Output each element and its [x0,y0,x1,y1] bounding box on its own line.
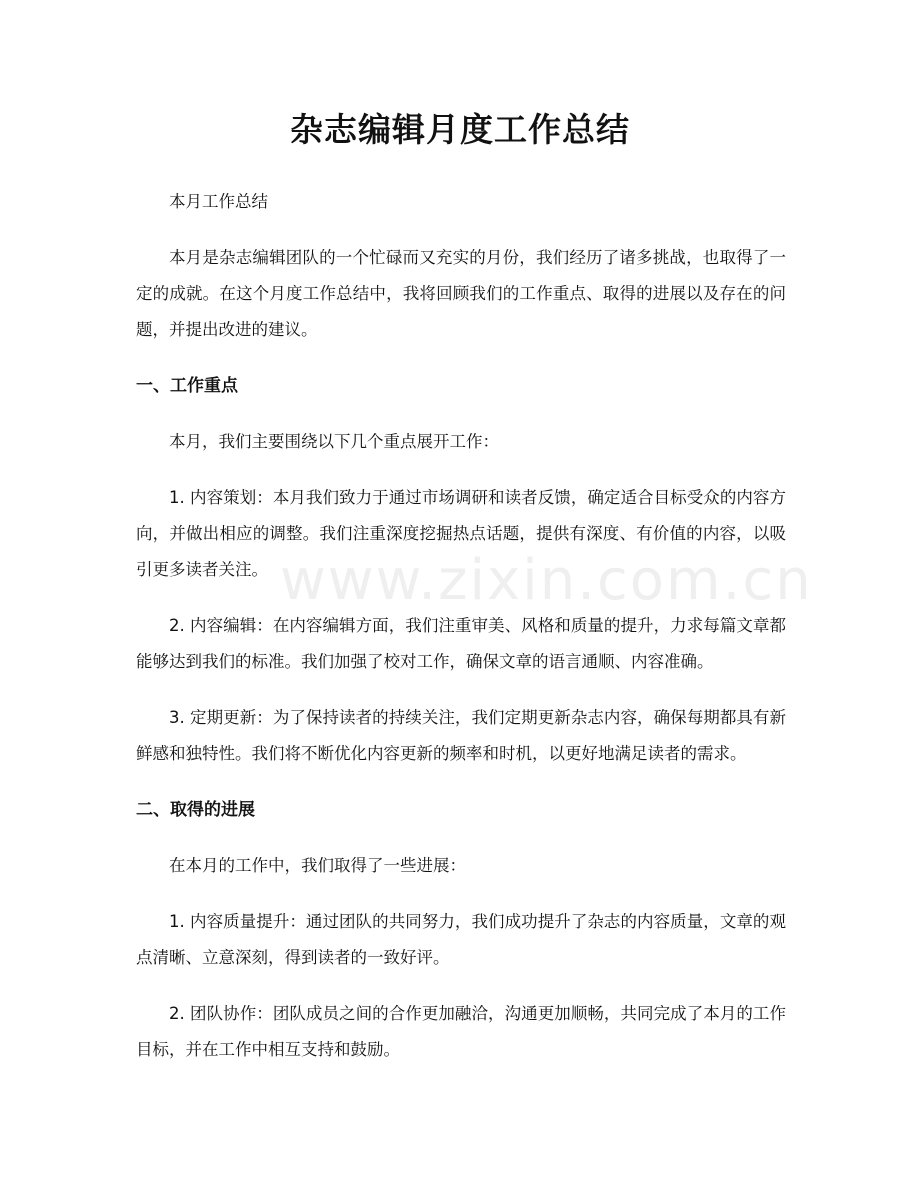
section1-item-2: 2. 内容编辑：在内容编辑方面，我们注重审美、风格和质量的提升，力求每篇文章都能够达到我们的标准。我们加强了校对工作，确保文章的语言通顺、内容准确。 [136,616,786,671]
section2-lead: 在本月的工作中，我们取得了一些进展： [169,856,466,875]
section2-item-2: 2. 团队协作：团队成员之间的合作更加融洽，沟通更加顺畅，共同完成了本月的工作目标，并在工作中相互支持和鼓励。 [136,1004,786,1059]
section-heading-progress: 二、取得的进展 [136,800,255,820]
watermark: www.zixin.com.cn [280,548,813,613]
document-title: 杂志编辑月度工作总结 [290,110,630,149]
intro-label: 本月工作总结 [169,192,268,211]
document-body [136,184,786,1088]
section1-item-3: 3. 定期更新：为了保持读者的持续关注，我们定期更新杂志内容，确保每期都具有新鲜感和独特性。我们将不断优化内容更新的频率和时机，以更好地满足读者的需求。 [136,708,786,763]
section1-item-1: 1. 内容策划：本月我们致力于通过市场调研和读者反馈，确定适合目标受众的内容方向，并做出相应的调整。我们注重深度挖掘热点话题，提供有深度、有价值的内容，以吸引更多读者关注。 [136,488,786,579]
intro-paragraph: 本月是杂志编辑团队的一个忙碌而又充实的月份，我们经历了诸多挑战，也取得了一定的成就。在这个月度工作总结中，我将回顾我们的工作重点、取得的进展以及存在的问题，并提出改进的建议。 [136,248,786,339]
section-heading-work-focus: 一、工作重点 [136,376,238,396]
section2-item-1: 1. 内容质量提升：通过团队的共同努力，我们成功提升了杂志的内容质量，文章的观点清晰、立意深刻，得到读者的一致好评。 [136,912,786,967]
section1-lead: 本月，我们主要围绕以下几个重点展开工作： [169,432,499,451]
